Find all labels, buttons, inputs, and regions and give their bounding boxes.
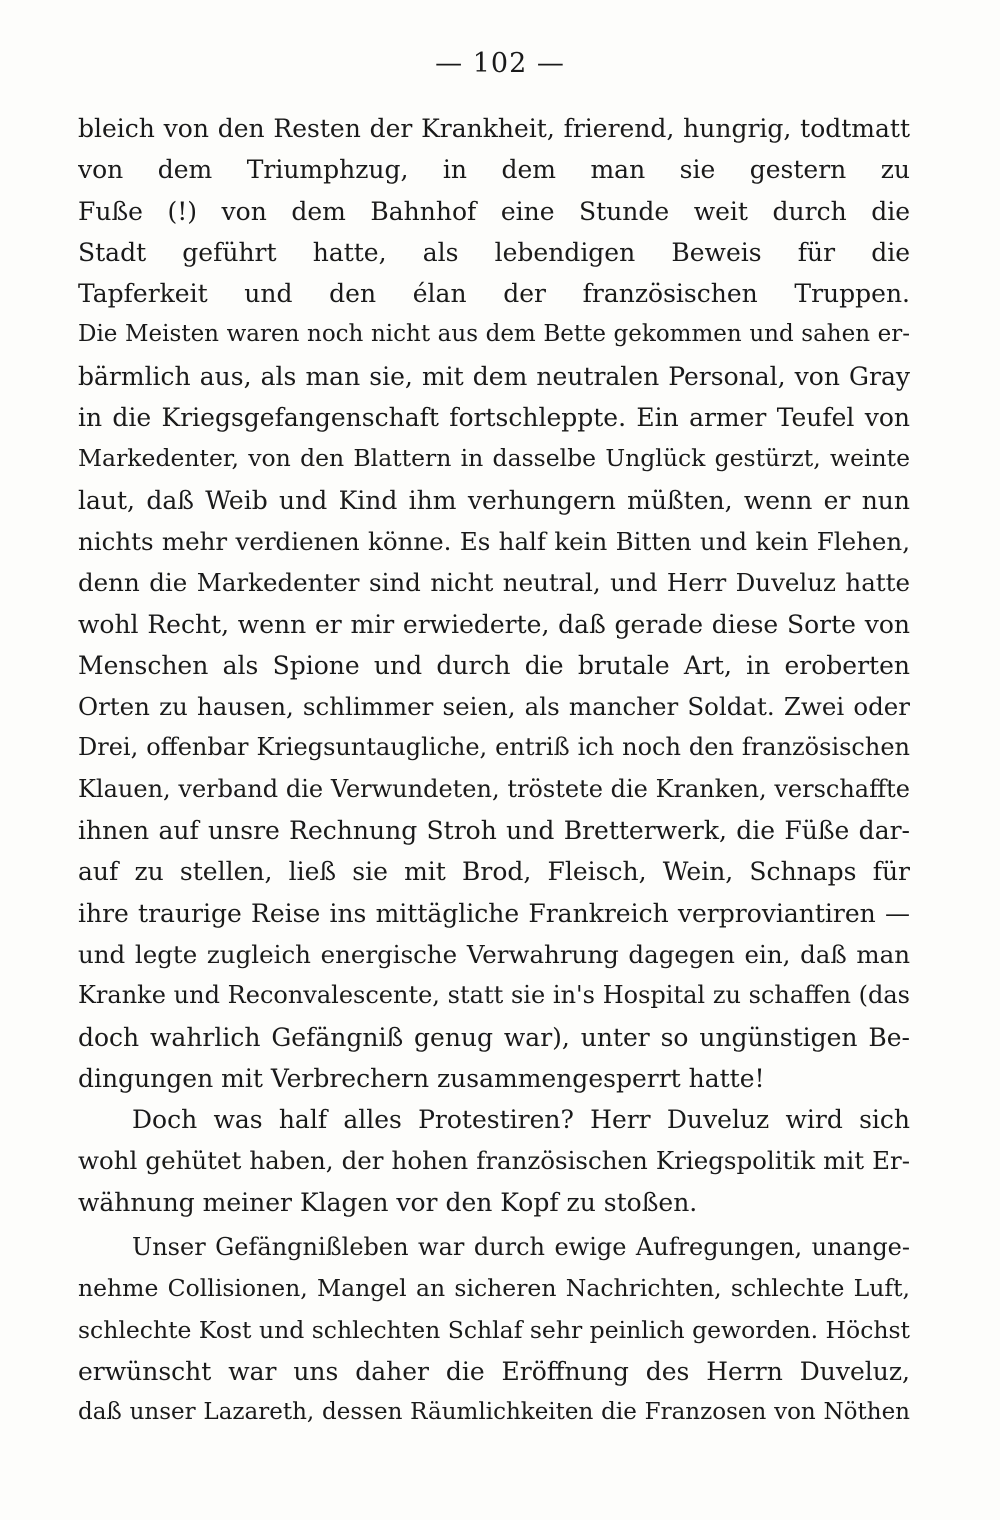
paragraph-3 — [78, 1227, 910, 1433]
text-line: wohl gehütet haben, der hohen französischen Kriegspolitik mit Er- — [78, 1146, 910, 1176]
text-line: nehme Collisionen, Mangel an sicheren Nachrichten, schlechte Luft, — [78, 1274, 910, 1303]
text-line: Markedenter, von den Blattern in dasselbe Unglück gestürzt, weinte — [78, 444, 910, 473]
text-line: nichts mehr verdienen könne. Es half kein Bitten und kein Flehen, — [78, 526, 910, 556]
text-line: wohl Recht, wenn er mir erwiederte, daß gerade diese Sorte von — [78, 609, 910, 639]
text-line: Orten zu hausen, schlimmer seien, als mancher Soldat. Zwei oder — [78, 692, 910, 722]
text-line: Drei, offenbar Kriegsuntaugliche, entriß ich noch den französischen — [78, 733, 910, 762]
text-line: erwünscht war uns daher die Eröffnung des Herrn Duveluz, — [78, 1356, 910, 1386]
text-line: doch wahrlich Gefängniß genug war), unter so ungünstigen Be- — [78, 1022, 910, 1052]
text-line: dingungen mit Verbrechern zusammengesperrt hatte! — [78, 1063, 765, 1093]
text-line: Kranke und Reconvalescente, statt sie in's Hospital zu schaffen (das — [78, 981, 910, 1010]
text-line: Tapferkeit und den élan der französischen Truppen. — [78, 279, 910, 309]
text-line: laut, daß Weib und Kind ihm verhungern müßten, wenn er nun — [78, 485, 910, 515]
text-line: schlechte Kost und schlechten Schlaf sehr peinlich geworden. Höchst — [78, 1315, 910, 1344]
text-line: und legte zugleich energische Verwahrung dagegen ein, daß man — [78, 939, 910, 969]
text-line: Unser Gefängnißleben war durch ewige Aufregungen, unange- — [132, 1233, 910, 1262]
text-line: Menschen als Spione und durch die brutale Art, in eroberten — [78, 650, 910, 680]
text-line: Doch was half alles Protestiren? Herr Duveluz wird sich — [132, 1105, 910, 1135]
text-line: ihnen auf unsre Rechnung Stroh und Bretterwerk, die Füße dar- — [78, 816, 910, 846]
paragraph-2 — [78, 1099, 910, 1223]
text-line: daß unser Lazareth, dessen Räumlichkeiten die Franzosen von Nöthen — [78, 1399, 910, 1426]
text-line: bärmlich aus, als man sie, mit dem neutralen Personal, von Gray — [78, 361, 910, 391]
text-line: Klauen, verband die Verwundeten, tröstete die Kranken, verschaffte — [78, 774, 910, 803]
text-line: Stadt geführt hatte, als lebendigen Beweis für die — [78, 237, 910, 267]
text-line: auf zu stellen, ließ sie mit Brod, Fleisch, Wein, Schnaps für — [78, 857, 910, 887]
text-line: denn die Markedenter sind nicht neutral, und Herr Duveluz hatte — [78, 568, 910, 598]
paragraph-1 — [78, 108, 910, 1099]
text-line: in die Kriegsgefangenschaft fortschleppte. Ein armer Teufel von — [78, 403, 910, 433]
text-line: Fuße (!) von dem Bahnhof eine Stunde weit durch die — [78, 196, 910, 226]
text-line: ihre traurige Reise ins mittägliche Frankreich verproviantiren — — [78, 898, 910, 928]
text-line: bleich von den Resten der Krankheit, frierend, hungrig, todtmatt — [78, 114, 910, 143]
text-line: von dem Triumphzug, in dem man sie gestern zu — [78, 155, 910, 185]
text-line: Die Meisten waren noch nicht aus dem Bette gekommen und sahen er- — [78, 321, 910, 348]
text-line: wähnung meiner Klagen vor den Kopf zu stoßen. — [78, 1187, 698, 1217]
page-number: — 102 — — [435, 48, 565, 79]
body-text — [78, 108, 910, 1434]
